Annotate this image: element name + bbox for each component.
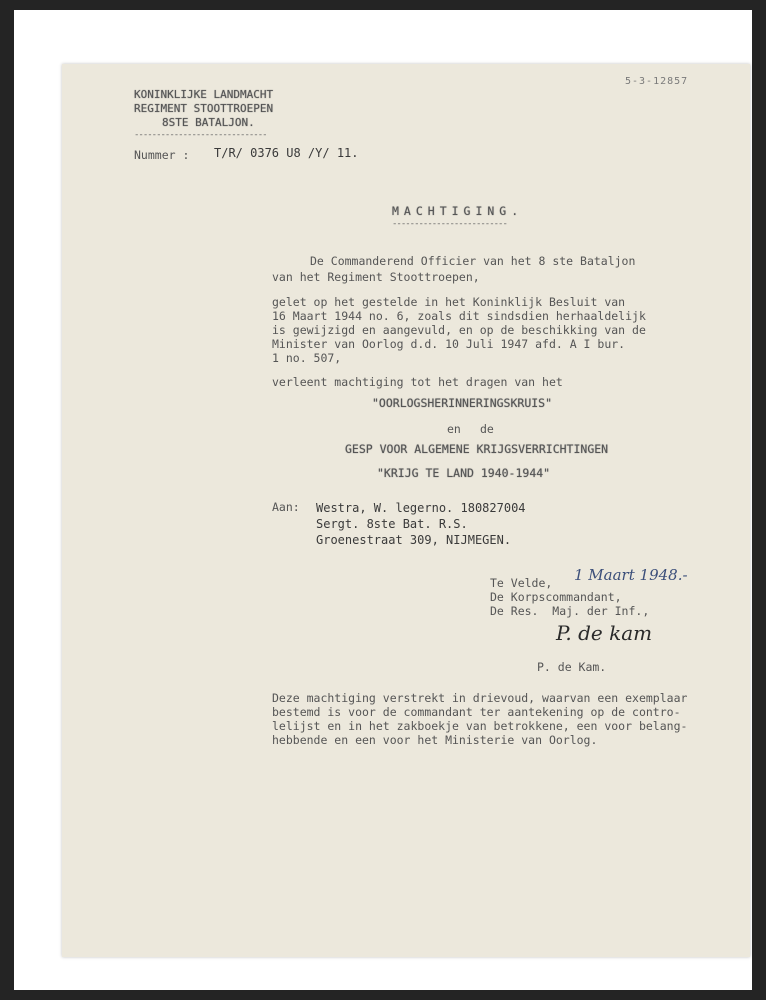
footer-line2: bestemd is voor de commandant ter aantekening op de contro- — [272, 705, 681, 719]
archive-mount — [14, 10, 752, 990]
letterhead-line3: 8STE BATALJON. — [162, 116, 255, 129]
body-line3: gelet op het gestelde in het Koninklijk Besluit van — [272, 295, 626, 309]
signature: P. de kam — [556, 621, 653, 645]
closing-place: Te Velde, — [490, 576, 553, 590]
letterhead-underline: ------------------------------ — [134, 130, 267, 140]
body-line7: 1 no. 507, — [272, 351, 342, 365]
recipient-line1: Westra, W. legerno. 180827004 — [316, 501, 526, 515]
signatory-name: P. de Kam. — [537, 660, 607, 674]
footer-line3: lelijst en in het zakboekje van betrokkene, een voor belang- — [272, 719, 688, 733]
document-title: MACHTIGING. — [392, 204, 524, 218]
closing-rank: De Res. Maj. der Inf., — [490, 604, 650, 618]
closing-date: 1 Maart 1948.- — [574, 566, 688, 584]
body-line2: van het Regiment Stoottroepen, — [272, 270, 480, 284]
clasp-campaign: "KRIJG TE LAND 1940-1944" — [377, 466, 551, 480]
closing-title: De Korpscommandant, — [490, 590, 622, 604]
document-page — [62, 64, 750, 957]
nummer-label: Nummer : — [134, 148, 190, 162]
body-line4: 16 Maart 1944 no. 6, zoals dit sindsdien herhaaldelijk — [272, 309, 646, 323]
nummer-value: T/R/ 0376 U8 /Y/ 11. — [214, 146, 359, 160]
article-de: de — [480, 422, 494, 436]
recipient-label: Aan: — [272, 500, 300, 514]
letterhead-line1: KONINKLIJKE LANDMACHT — [134, 88, 274, 101]
recipient-line2: Sergt. 8ste Bat. R.S. — [316, 517, 468, 531]
body-line5: is gewijzigd en aangevuld, en op de beschikking van de — [272, 323, 646, 337]
body-line1: De Commanderend Officier van het 8 ste Bataljon — [310, 254, 636, 268]
archive-number: 5-3-12857 — [625, 76, 689, 87]
letterhead-line2: REGIMENT STOOTTROEPEN — [134, 102, 274, 115]
body-line8: verleent machtiging tot het dragen van het — [272, 375, 563, 389]
footer-line4: hebbende en een voor het Ministerie van Oorlog. — [272, 733, 598, 747]
recipient-line3: Groenestraat 309, NIJMEGEN. — [316, 533, 512, 547]
conjunction-en: en — [447, 422, 461, 436]
title-underline: -------------------------- — [392, 219, 507, 229]
body-line6: Minister van Oorlog d.d. 10 Juli 1947 afd. A I bur. — [272, 337, 626, 351]
medal-name: "OORLOGSHERINNERINGSKRUIS" — [372, 396, 553, 410]
clasp-name: GESP VOOR ALGEMENE KRIJGSVERRICHTINGEN — [345, 442, 609, 456]
footer-line1: Deze machtiging verstrekt in drievoud, waarvan een exemplaar — [272, 691, 688, 705]
